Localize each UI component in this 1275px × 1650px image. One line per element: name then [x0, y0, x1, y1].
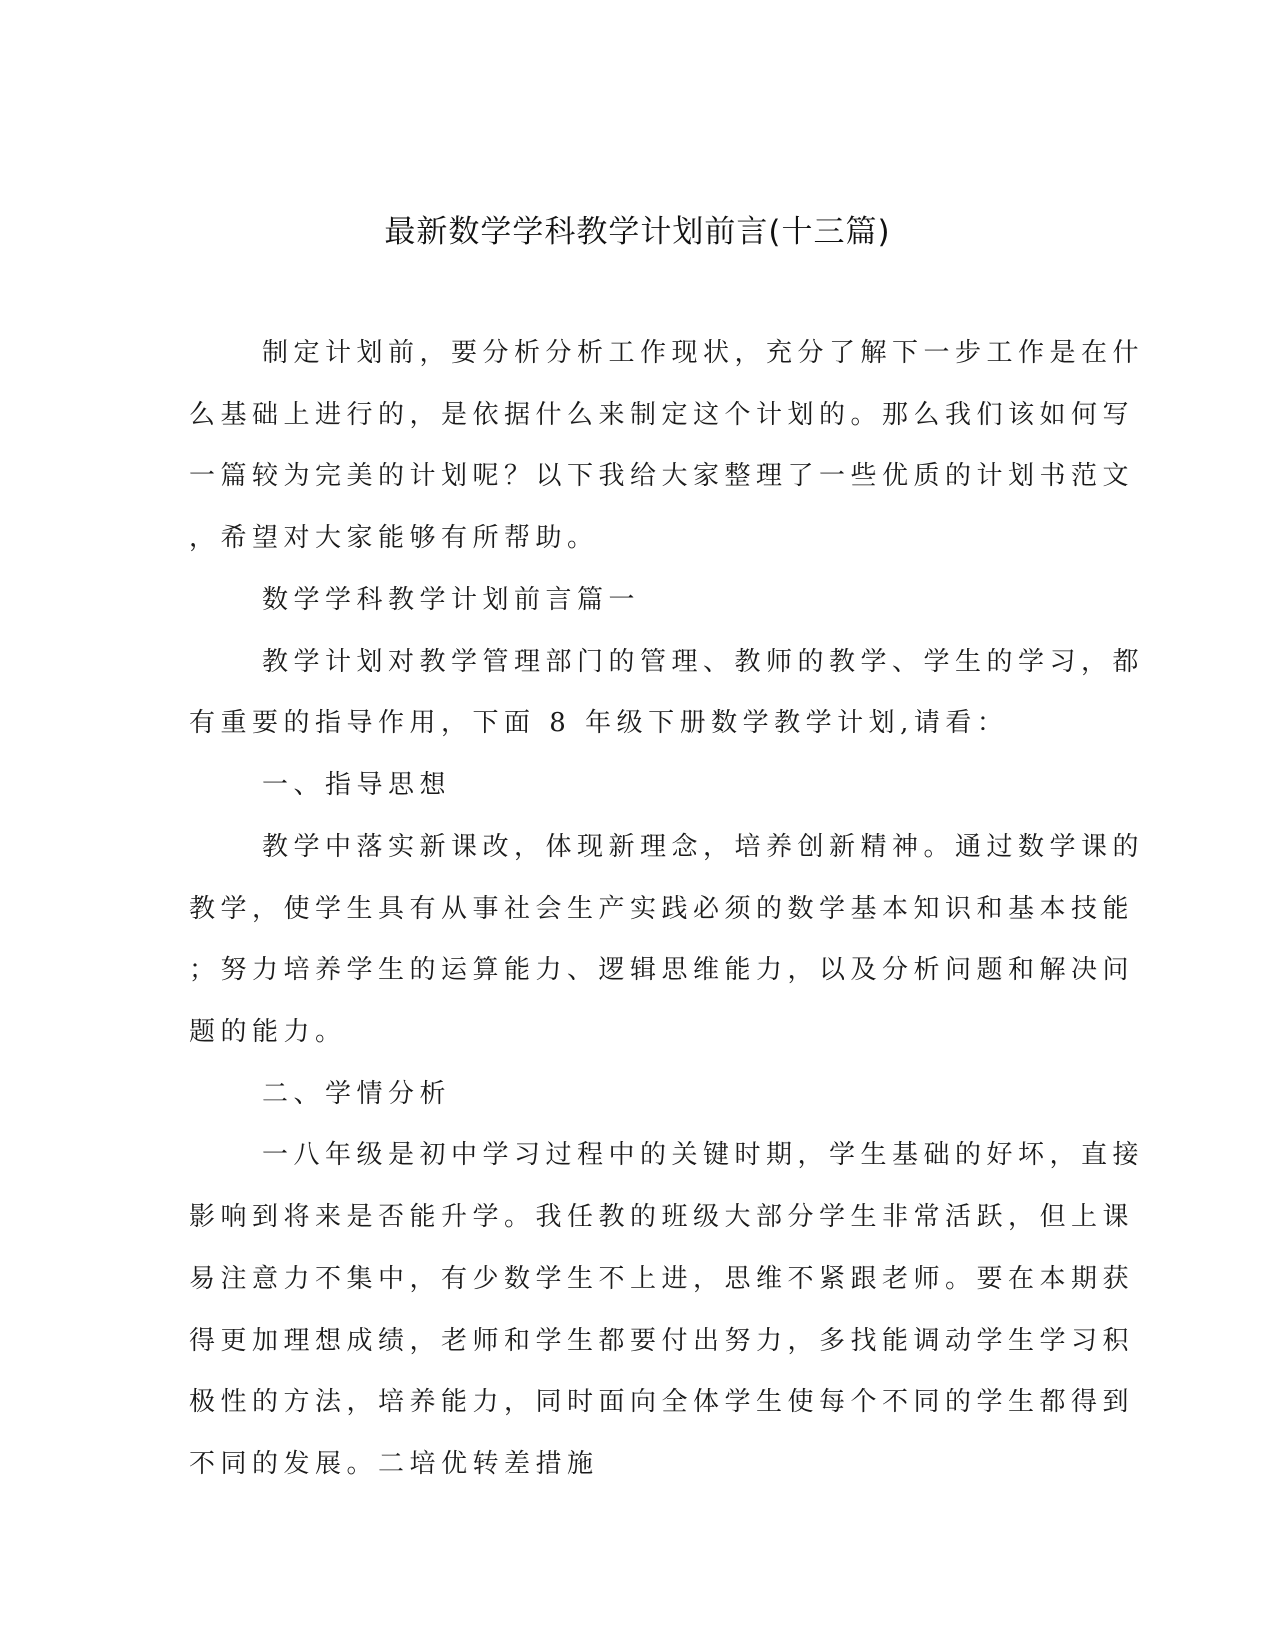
paragraph-line-analysis-3: 易注意力不集中，有少数学生不上进，思维不紧跟老师。要在本期获: [189, 1264, 1135, 1294]
section-heading-guiding-thought: 一、指导思想: [262, 770, 452, 800]
paragraph-line-intro-3: 一篇较为完美的计划呢？以下我给大家整理了一些优质的计划书范文: [189, 461, 1135, 491]
paragraph-line-guiding-2: 教学，使学生具有从事社会生产实践必须的数学基本知识和基本技能: [189, 894, 1135, 924]
paragraph-line-guiding-3: ；努力培养学生的运算能力、逻辑思维能力，以及分析问题和解决问: [189, 955, 1135, 985]
document-title: 最新数学学科教学计划前言(十三篇): [384, 214, 891, 250]
paragraph-line-analysis-1: 一八年级是初中学习过程中的关键时期，学生基础的好坏，直接: [262, 1140, 1145, 1170]
paragraph-line-analysis-6: 不同的发展。二培优转差措施: [189, 1449, 599, 1479]
paragraph-line-guiding-4: 题的能力。: [189, 1017, 347, 1047]
paragraph-line-guiding-1: 教学中落实新课改，体现新理念，培养创新精神。通过数学课的: [262, 832, 1145, 862]
paragraph-line-analysis-5: 极性的方法，培养能力，同时面向全体学生使每个不同的学生都得到: [189, 1387, 1135, 1417]
paragraph-line-plan-2: 有重要的指导作用，下面 8 年级下册数学教学计划,请看：: [189, 708, 1009, 738]
paragraph-line-plan-1: 教学计划对教学管理部门的管理、教师的教学、学生的学习，都: [262, 647, 1145, 677]
paragraph-line-analysis-2: 影响到将来是否能升学。我任教的班级大部分学生非常活跃，但上课: [189, 1202, 1135, 1232]
paragraph-line-analysis-4: 得更加理想成绩，老师和学生都要付出努力，多找能调动学生学习积: [189, 1326, 1135, 1356]
paragraph-line-intro-4: ，希望对大家能够有所帮助。: [189, 523, 599, 553]
section-heading-part-one: 数学学科教学计划前言篇一: [262, 585, 641, 615]
paragraph-line-intro-1: 制定计划前，要分析分析工作现状，充分了解下一步工作是在什: [262, 338, 1145, 368]
section-heading-student-analysis: 二、学情分析: [262, 1079, 452, 1109]
paragraph-line-intro-2: 么基础上进行的，是依据什么来制定这个计划的。那么我们该如何写: [189, 400, 1135, 430]
